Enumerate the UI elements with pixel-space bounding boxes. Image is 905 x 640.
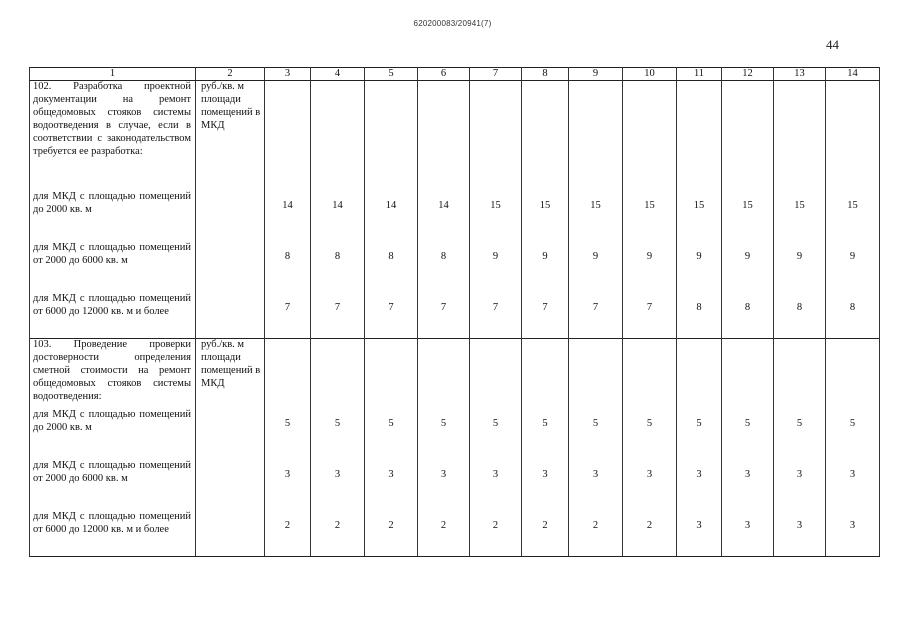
value-cell: 7 bbox=[470, 293, 522, 339]
table-row bbox=[30, 293, 880, 339]
value-cell: 9 bbox=[774, 242, 826, 293]
value-cell: 7 bbox=[569, 293, 623, 339]
value-cell: 2 bbox=[311, 511, 365, 557]
row-label: для МКД с площадью помещений от 2000 до 6000 кв. м bbox=[30, 460, 196, 511]
empty-cell bbox=[522, 339, 569, 410]
column-header: 5 bbox=[365, 68, 418, 81]
page-number: 44 bbox=[826, 37, 839, 52]
column-header: 1 bbox=[30, 68, 196, 81]
value-cell: 15 bbox=[569, 191, 623, 242]
value-cell: 3 bbox=[774, 460, 826, 511]
empty-cell bbox=[774, 339, 826, 410]
empty-cell bbox=[365, 81, 418, 192]
value-cell: 2 bbox=[265, 511, 311, 557]
value-cell: 9 bbox=[522, 242, 569, 293]
value-cell: 5 bbox=[623, 409, 677, 460]
empty-cell bbox=[569, 339, 623, 410]
value-cell: 15 bbox=[722, 191, 774, 242]
empty-cell bbox=[470, 81, 522, 192]
column-header: 7 bbox=[470, 68, 522, 81]
value-cell: 5 bbox=[569, 409, 623, 460]
value-cell: 15 bbox=[522, 191, 569, 242]
value-cell: 8 bbox=[311, 242, 365, 293]
empty-cell bbox=[774, 81, 826, 192]
value-cell: 5 bbox=[826, 409, 880, 460]
empty-cell bbox=[623, 81, 677, 192]
empty-cell bbox=[311, 339, 365, 410]
value-cell: 5 bbox=[774, 409, 826, 460]
value-cell: 7 bbox=[418, 293, 470, 339]
value-cell: 8 bbox=[265, 242, 311, 293]
value-cell: 7 bbox=[522, 293, 569, 339]
value-cell: 2 bbox=[418, 511, 470, 557]
value-cell: 2 bbox=[623, 511, 677, 557]
value-cell: 8 bbox=[677, 293, 722, 339]
value-cell: 3 bbox=[265, 460, 311, 511]
value-cell: 3 bbox=[826, 511, 880, 557]
value-cell: 8 bbox=[722, 293, 774, 339]
value-cell: 2 bbox=[365, 511, 418, 557]
value-cell: 15 bbox=[826, 191, 880, 242]
value-cell: 14 bbox=[365, 191, 418, 242]
value-cell: 14 bbox=[418, 191, 470, 242]
value-cell: 15 bbox=[774, 191, 826, 242]
value-cell: 5 bbox=[522, 409, 569, 460]
value-cell: 15 bbox=[623, 191, 677, 242]
column-header: 14 bbox=[826, 68, 880, 81]
value-cell: 9 bbox=[569, 242, 623, 293]
value-cell: 9 bbox=[470, 242, 522, 293]
value-cell: 3 bbox=[826, 460, 880, 511]
value-cell: 5 bbox=[365, 409, 418, 460]
empty-cell bbox=[722, 339, 774, 410]
column-header: 12 bbox=[722, 68, 774, 81]
value-cell: 2 bbox=[470, 511, 522, 557]
unit-cell-empty bbox=[196, 293, 265, 339]
column-header: 13 bbox=[774, 68, 826, 81]
empty-cell bbox=[826, 81, 880, 192]
value-cell: 5 bbox=[311, 409, 365, 460]
unit-cell-empty bbox=[196, 409, 265, 460]
column-header: 11 bbox=[677, 68, 722, 81]
value-cell: 3 bbox=[722, 460, 774, 511]
value-cell: 9 bbox=[677, 242, 722, 293]
value-cell: 3 bbox=[722, 511, 774, 557]
value-cell: 5 bbox=[677, 409, 722, 460]
table-row bbox=[30, 511, 880, 557]
value-cell: 9 bbox=[623, 242, 677, 293]
value-cell: 7 bbox=[365, 293, 418, 339]
row-label: для МКД с площадью помещений до 2000 кв. м bbox=[30, 191, 196, 242]
tariff-table bbox=[29, 67, 880, 557]
table-header-row bbox=[30, 68, 880, 81]
row-label: для МКД с площадью помещений от 6000 до 12000 кв. м и более bbox=[30, 511, 196, 557]
value-cell: 15 bbox=[677, 191, 722, 242]
table-row bbox=[30, 242, 880, 293]
table-row bbox=[30, 191, 880, 242]
value-cell: 2 bbox=[569, 511, 623, 557]
column-header: 4 bbox=[311, 68, 365, 81]
value-cell: 14 bbox=[311, 191, 365, 242]
column-header: 6 bbox=[418, 68, 470, 81]
value-cell: 3 bbox=[774, 511, 826, 557]
column-header: 2 bbox=[196, 68, 265, 81]
empty-cell bbox=[522, 81, 569, 192]
value-cell: 8 bbox=[826, 293, 880, 339]
empty-cell bbox=[418, 81, 470, 192]
value-cell: 8 bbox=[418, 242, 470, 293]
empty-cell bbox=[722, 81, 774, 192]
empty-cell bbox=[826, 339, 880, 410]
value-cell: 3 bbox=[569, 460, 623, 511]
value-cell: 7 bbox=[265, 293, 311, 339]
table-row bbox=[30, 409, 880, 460]
unit-cell-empty bbox=[196, 242, 265, 293]
value-cell: 3 bbox=[418, 460, 470, 511]
column-header: 3 bbox=[265, 68, 311, 81]
section-title-row bbox=[30, 81, 880, 192]
section-title: 103. Проведение проверки достоверности определения сметной стоимости на ремонт общедомовых стояков системы водоотведения: bbox=[30, 339, 196, 410]
empty-cell bbox=[677, 339, 722, 410]
row-label: для МКД с площадью помещений от 2000 до 6000 кв. м bbox=[30, 242, 196, 293]
value-cell: 5 bbox=[722, 409, 774, 460]
unit-cell-empty bbox=[196, 511, 265, 557]
value-cell: 2 bbox=[522, 511, 569, 557]
column-header: 9 bbox=[569, 68, 623, 81]
value-cell: 3 bbox=[677, 460, 722, 511]
column-header: 10 bbox=[623, 68, 677, 81]
value-cell: 14 bbox=[265, 191, 311, 242]
value-cell: 3 bbox=[365, 460, 418, 511]
value-cell: 5 bbox=[265, 409, 311, 460]
value-cell: 3 bbox=[677, 511, 722, 557]
value-cell: 3 bbox=[522, 460, 569, 511]
value-cell: 7 bbox=[623, 293, 677, 339]
row-label: для МКД с площадью помещений до 2000 кв. м bbox=[30, 409, 196, 460]
unit-label: руб./кв. м площади помещений в МКД bbox=[196, 81, 265, 192]
empty-cell bbox=[569, 81, 623, 192]
value-cell: 7 bbox=[311, 293, 365, 339]
section-title: 102. Разработка проектной документации на ремонт общедомовых стояков системы водоотведения в случае, если в соответствии с законодательством требуется ее разработка: bbox=[30, 81, 196, 192]
empty-cell bbox=[365, 339, 418, 410]
empty-cell bbox=[470, 339, 522, 410]
unit-label: руб./кв. м площади помещений в МКД bbox=[196, 339, 265, 410]
value-cell: 5 bbox=[470, 409, 522, 460]
value-cell: 15 bbox=[470, 191, 522, 242]
row-label: для МКД с площадью помещений от 6000 до 12000 кв. м и более bbox=[30, 293, 196, 339]
section-title-row bbox=[30, 339, 880, 410]
value-cell: 3 bbox=[470, 460, 522, 511]
value-cell: 9 bbox=[722, 242, 774, 293]
unit-cell-empty bbox=[196, 191, 265, 242]
value-cell: 3 bbox=[311, 460, 365, 511]
value-cell: 5 bbox=[418, 409, 470, 460]
value-cell: 8 bbox=[365, 242, 418, 293]
column-header: 8 bbox=[522, 68, 569, 81]
value-cell: 8 bbox=[774, 293, 826, 339]
empty-cell bbox=[677, 81, 722, 192]
unit-cell-empty bbox=[196, 460, 265, 511]
empty-cell bbox=[265, 339, 311, 410]
value-cell: 9 bbox=[826, 242, 880, 293]
empty-cell bbox=[418, 339, 470, 410]
empty-cell bbox=[265, 81, 311, 192]
value-cell: 3 bbox=[623, 460, 677, 511]
empty-cell bbox=[623, 339, 677, 410]
empty-cell bbox=[311, 81, 365, 192]
document-id: 620200083/20941(7) bbox=[413, 19, 492, 28]
table-row bbox=[30, 460, 880, 511]
